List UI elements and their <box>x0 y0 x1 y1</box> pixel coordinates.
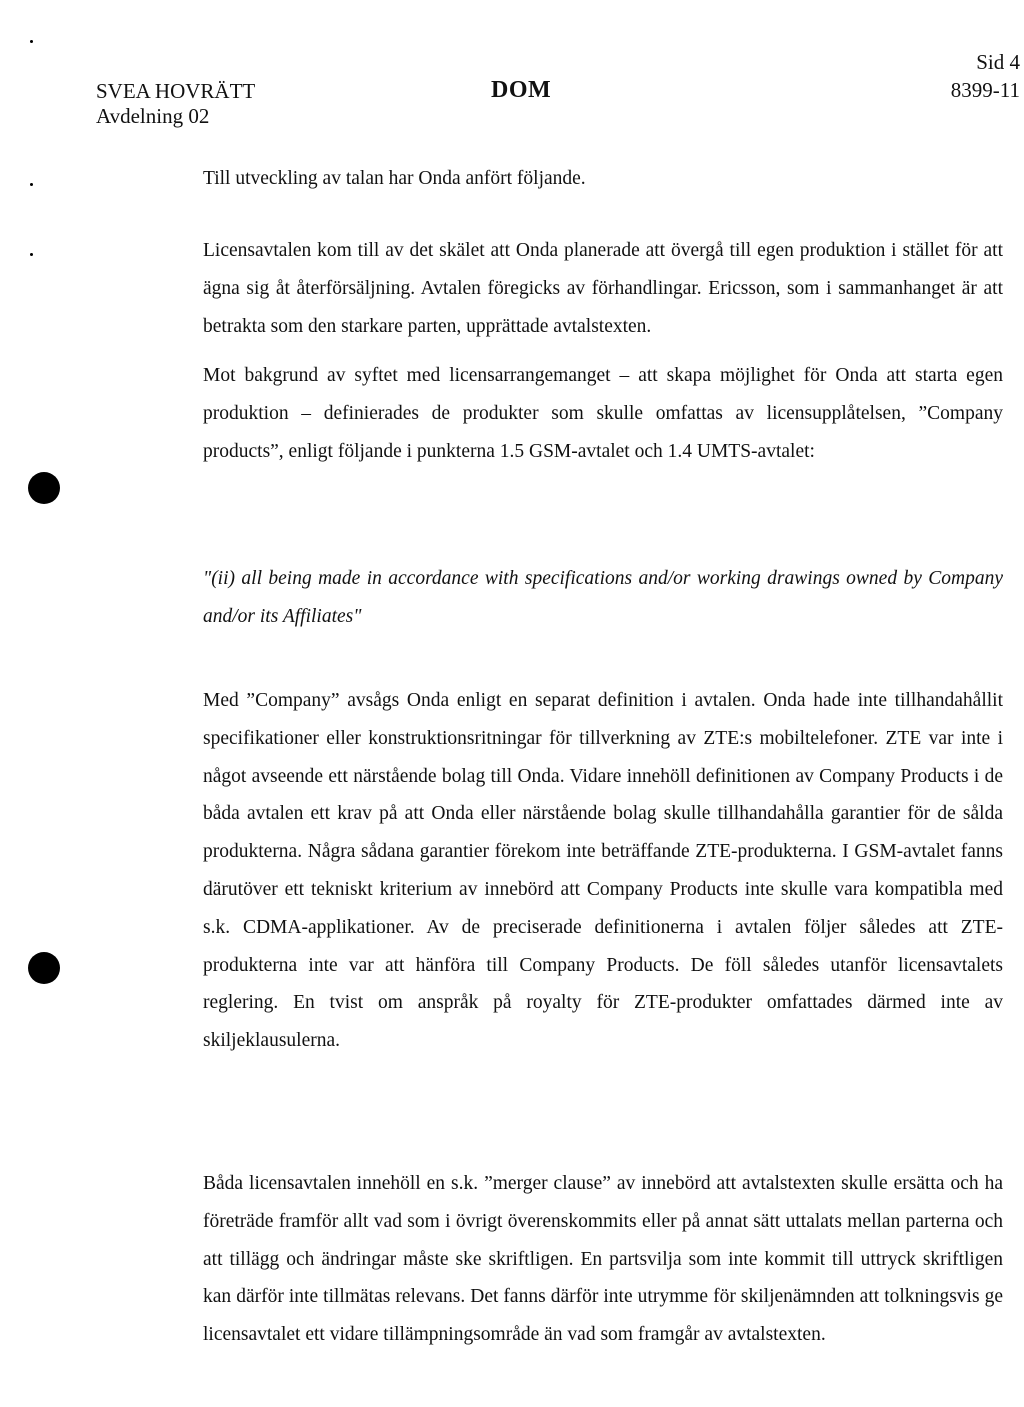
paragraph-intro: Till utveckling av talan har Onda anfört följande. <box>203 168 586 189</box>
punch-hole-lower <box>28 952 60 984</box>
contract-quote: "(ii) all being made in accordance with specifications and/or working drawings owned by Company and/or its Affiliates" <box>203 568 1003 627</box>
court-name: SVEA HOVRÄTT <box>96 79 256 103</box>
paragraph-merger-clause: Båda licensavtalen innehöll en s.k. ”merger clause” av innebörd att avtalstexten skulle ersätta och ha företräde framför allt vad som i övrigt överenskommits eller på annat sätt uttalats mellan parterna och att tillägg och ändringar måste ske skriftligen. En partsvilja som inte kommit till uttryck skriftligen kan därför inte tillmätas relevans. Det fanns därför inte utrymme för skiljenämnden att tolkningsvis ge licensavtalet ett vidare tillämpningsområde än vad som framgår av avtalstexten. <box>203 1173 1003 1346</box>
case-number: 8399-11 <box>950 78 1020 102</box>
scan-speck-margin-2 <box>30 253 33 256</box>
department-name: Avdelning 02 <box>96 104 210 128</box>
paragraph-license-origin: Licensavtalen kom till av det skälet att Onda planerade att övergå till egen produktion i stället för att ägna sig åt återförsäljning. Avtalen föregicks av förhandlingar. Ericsson, som i sammanhanget är att betrakta som den starkare parten, upprättade avtalstexten. <box>203 240 1003 337</box>
scan-speck-top <box>30 40 33 43</box>
document-title: DOM <box>491 77 552 103</box>
punch-hole-upper <box>28 472 60 504</box>
scan-speck-margin-1 <box>30 183 33 186</box>
paragraph-definition-analysis: Med ”Company” avsågs Onda enligt en separat definition i avtalen. Onda hade inte tillhandahållit specifikationer eller konstruktionsritningar för tillverkning av ZTE:s mobiltelefoner. ZTE var inte i något avseende ett närstående bolag till Onda. Vidare innehöll definitionen av Company Products i de båda avtalen ett krav på att Onda eller närstående bolag skulle tillhandahålla garantier för de sålda produkterna. Några sådana garantier förekom inte beträffande ZTE-produkterna. I GSM-avtalet fanns därutöver ett tekniskt kriterium av innebörd att Company Products inte skulle vara kompatibla med s.k. CDMA-applikationer. Av de preciserade definitionerna i avtalen följer således att ZTE-produkterna inte var att hänföra till Company Products. De föll således utanför licensavtalets reglering. En tvist om anspråk på royalty för ZTE-produkter omfattades därmed inte av skiljeklausulerna. <box>203 690 1003 1052</box>
page-number: Sid 4 <box>976 50 1020 74</box>
paragraph-company-products: Mot bakgrund av syftet med licensarrangemanget – att skapa möjlighet för Onda att starta egen produktion – definierades de produkter som skulle omfattas av licensupplåtelsen, ”Company products”, enligt följande i punkterna 1.5 GSM-avtalet och 1.4 UMTS-avtalet: <box>203 365 1003 462</box>
